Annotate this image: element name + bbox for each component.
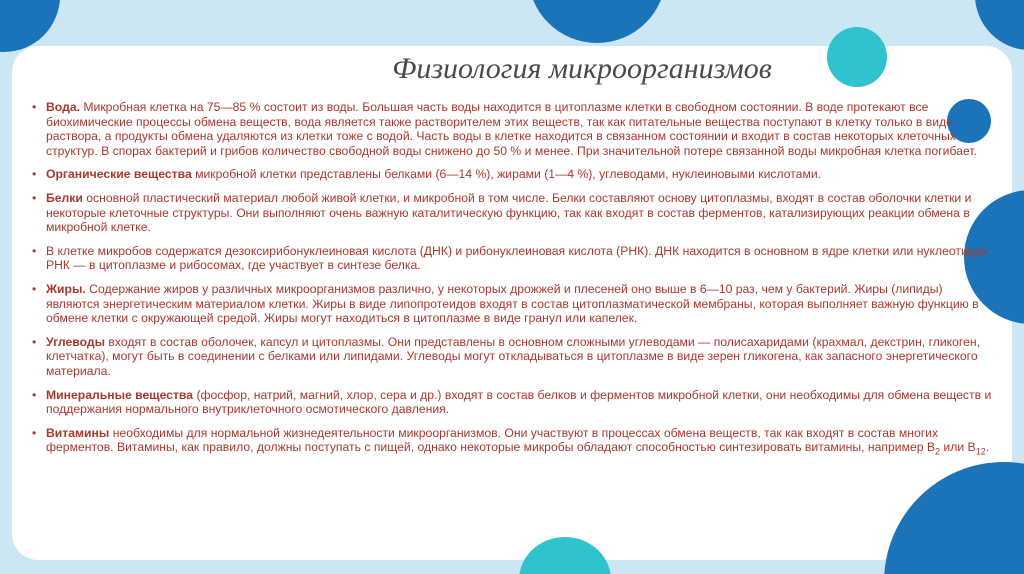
decor-circle-top-right (975, 0, 1024, 50)
slide-body (30, 100, 998, 464)
bullet-lead: Минеральные вещества (46, 387, 194, 402)
bullet-lead: Жиры. (46, 281, 86, 296)
bullet-lead: Витамины (46, 425, 110, 440)
bullet-text: (фосфор, натрий, магний, хлор, сера и др.) входят в состав белков и ферментов микробной клетки, они необходимы для обмена веществ и поддержания нормального внутриклеточного осмотического давления. (46, 387, 992, 417)
bullet-text: основной пластический материал любой живой клетки, и микробной в том числе. Белки составляют основу цитоплазмы, входят в состав оболочки клетки и некоторые клеточные структуры. Они выполняют очень важную каталитическую функцию, так как входят в состав ферментов, катализирующих реакции обмена в микробной клетке. (46, 190, 972, 235)
bullet-item-carbohydrates (30, 335, 998, 379)
bullet-text: или В (940, 440, 976, 455)
bullet-item-minerals (30, 388, 998, 417)
bullet-item-fats (30, 282, 998, 326)
slide-title: Физиология микроорганизмов (392, 52, 772, 85)
bullet-text: Микробная клетка на 75—85 % состоит из воды. Большая часть воды находится в цитоплазме клетки в свободном состоянии. В воде протекают все биохимические процессы обмена веществ, вода является также растворителем этих веществ, так как питательные вещества поступают в клетку только в виде раствора, а продукты обмена удаляются из клетки тоже с водой. Часть воды в клетке находится в связанном состоянии и входит в состав некоторых клеточных структур. В спорах бактерий и грибов количество свободной воды снижено до 50 % и менее. При значительной потере связанной воды микробная клетка погибает. (46, 100, 977, 158)
bullet-text: . (985, 440, 990, 455)
vitamin-b12-subscript: 12 (975, 446, 986, 457)
bullet-text: входят в состав оболочек, капсул и цитоплазмы. Они представлены в основном сложными углеводами — полисахаридами (крахмал, декстрин, гликоген, клетчатка), могут быть в соединении с белками или липидами. Углеводы могут откладываться в цитоплазме в виде зерен гликогена, как запасного энергетического материала. (46, 334, 980, 378)
bullet-list (30, 100, 998, 455)
vitamin-b2-subscript: 2 (935, 446, 941, 457)
bullet-lead: Углеводы (46, 334, 106, 349)
bullet-text: Содержание жиров у различных микроорганизмов различно, у некоторых дрожжей и плесеней оно выше в 6—10 раз, чем у бактерий. Жиры (липиды) являются энергетическим материалом клетки. Жиры в виде липопротеидов входят в состав цитоплазматической мембраны, которая выполняет важную функцию в обмене клетки с окружающей средой. Жиры могут находиться в цитоплазме в виде гранул или капелек. (46, 281, 979, 326)
decor-blob-top-center (528, 0, 666, 43)
bullet-item-organic (30, 167, 998, 182)
bullet-text: микробной клетки представлены белками (6—14 %), жирами (1—4 %), углеводами, нуклеиновыми кислотами. (195, 167, 822, 182)
bullet-lead: Белки (46, 190, 83, 205)
decor-circle-top-left (0, 0, 60, 52)
bullet-lead: Органические вещества (46, 167, 192, 182)
bullet-text: необходимы для нормальной жизнедеятельности микроорганизмов. Они участвуют в процессах обмена веществ, так как входят в состав многих ферментов. Витамины, как правило, должны поступать с пищей, однако некоторые микробы обладают способностью синтезировать витамины, например В (46, 425, 939, 455)
bullet-item-nucleic-acids (30, 244, 998, 273)
bullet-text: В клетке микробов содержатся дезоксирибонуклеиновая кислота (ДНК) и рибонуклеиновая кислота (РНК). ДНК находится в основном в ядре клетки или нуклеотидах, РНК — в цитоплазме и рибосомах, где участвует в синтезе белка. (46, 243, 992, 273)
bullet-item-vitamins (30, 426, 998, 455)
bullet-item-water (30, 100, 998, 158)
bullet-item-proteins (30, 191, 998, 235)
bullet-lead: Вода. (46, 100, 80, 114)
